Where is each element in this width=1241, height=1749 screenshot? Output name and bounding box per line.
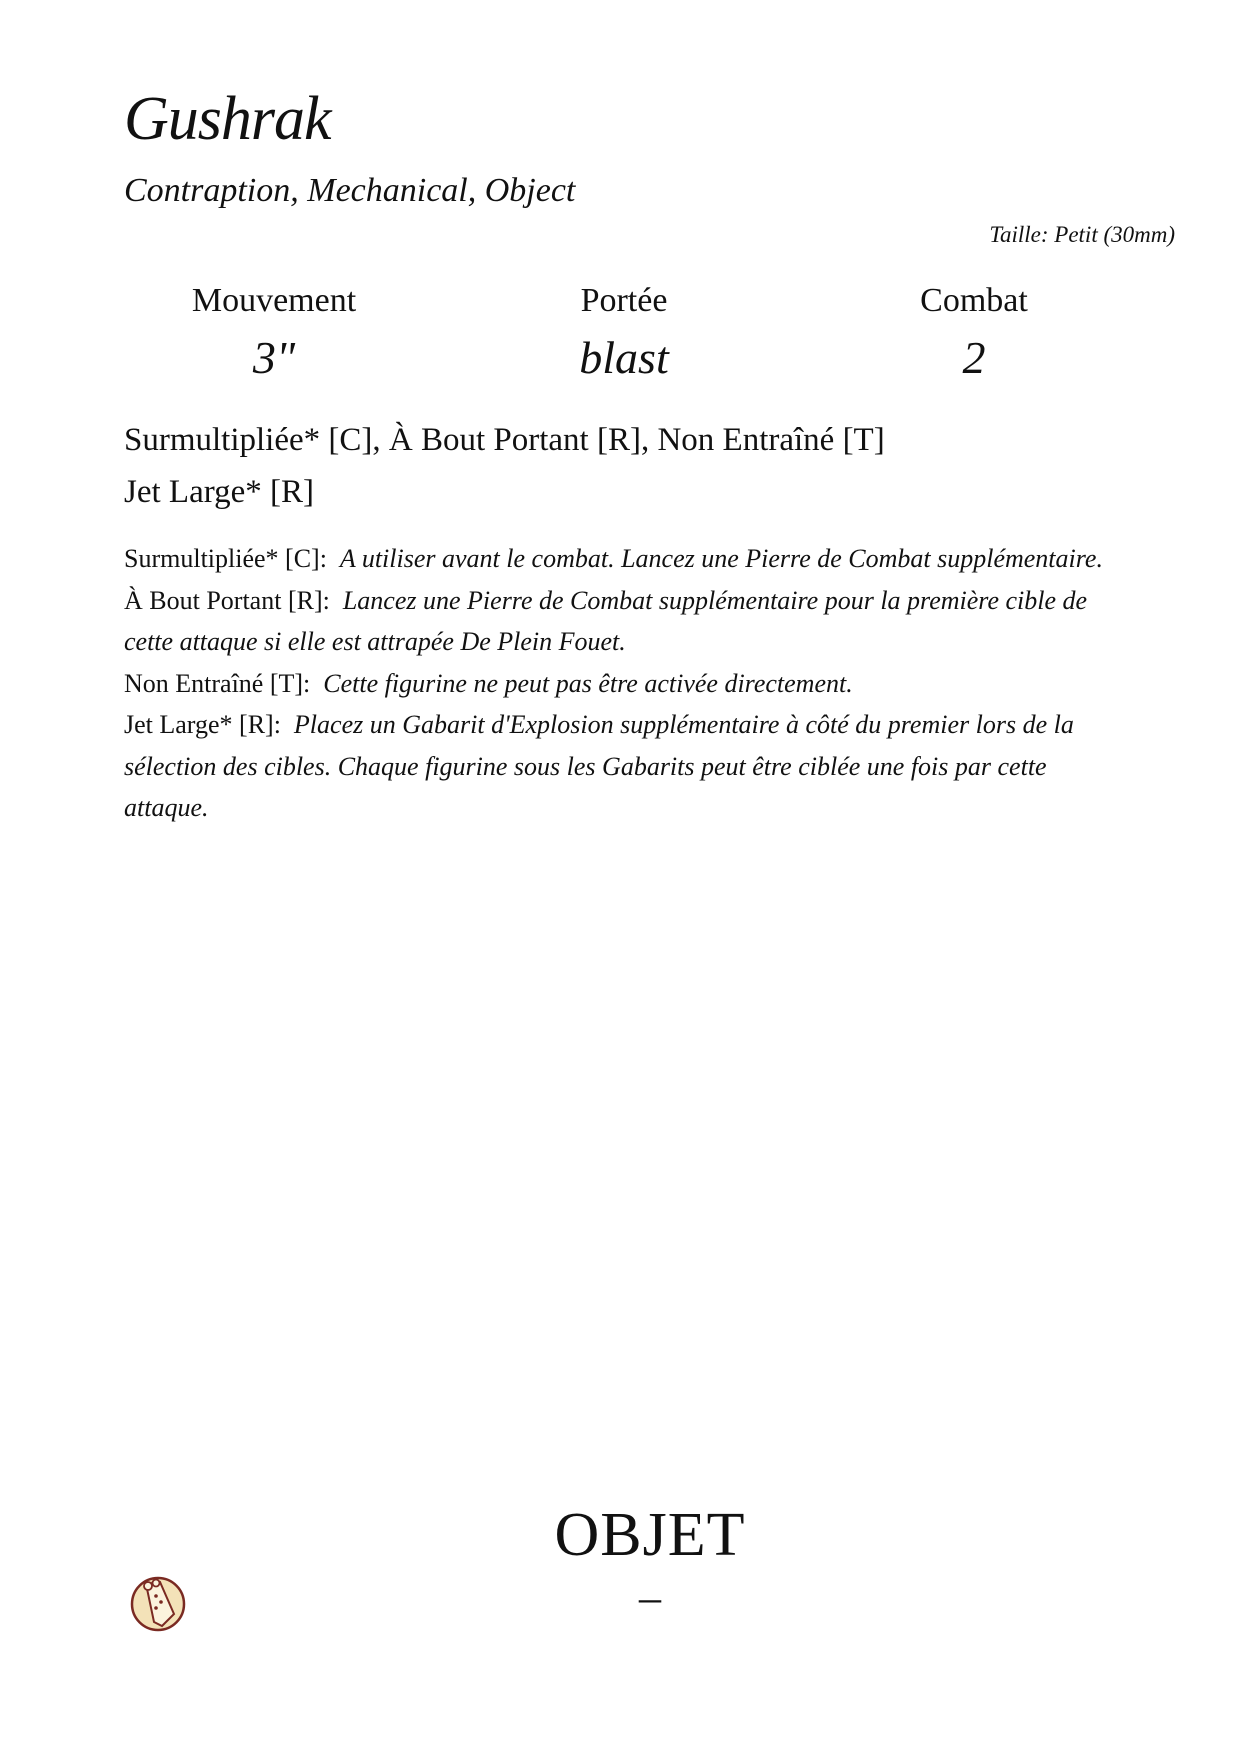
faction-scroll-icon bbox=[126, 1570, 190, 1634]
card-traits: Contraption, Mechanical, Object bbox=[124, 172, 576, 209]
ability-text: Lancez une Pierre de Combat supplémentaire pour la première cible de cette attaque si elle est attrapée De Plein Fouet. bbox=[124, 585, 1088, 656]
ability-entry bbox=[124, 580, 1104, 663]
stat-value: blast bbox=[579, 332, 669, 383]
card-type-sub: – bbox=[639, 1573, 661, 1622]
stat-combat bbox=[824, 276, 1124, 390]
stat-label: Portée bbox=[580, 282, 668, 319]
ability-text: Placez un Gabarit d'Explosion supplémentaire à côté du premier lors de la sélection des cibles. Chaque figurine sous les Gabarits peut être ciblée une fois par cette attaque. bbox=[124, 710, 1074, 822]
ability-entry bbox=[124, 704, 1104, 829]
ability-name: Surmultipliée* [C]: bbox=[124, 544, 327, 573]
card-size: Taille: Petit (30mm) bbox=[989, 222, 1175, 247]
ability-entry bbox=[124, 663, 1104, 705]
ability-name: Jet Large* [R]: bbox=[124, 710, 281, 739]
ability-descriptions bbox=[124, 538, 1104, 829]
ability-line: Surmultipliée* [C], À Bout Portant [R], Non Entraîné [T] bbox=[124, 422, 885, 458]
ability-text: Cette figurine ne peut pas être activée directement. bbox=[323, 668, 853, 698]
card-type-label: OBJET bbox=[554, 1501, 746, 1569]
ability-list bbox=[124, 414, 1124, 518]
stat-movement bbox=[124, 276, 424, 390]
stat-label: Combat bbox=[920, 282, 1028, 319]
stat-value: 3" bbox=[252, 332, 296, 383]
ability-name: À Bout Portant [R]: bbox=[124, 585, 330, 615]
ability-entry bbox=[124, 538, 1104, 580]
ability-name: Non Entraîné [T]: bbox=[124, 668, 311, 698]
ability-text: A utiliser avant le combat. Lancez une Pierre de Combat supplémentaire. bbox=[339, 544, 1103, 573]
stat-range bbox=[474, 276, 774, 390]
stats-row bbox=[124, 276, 1124, 396]
stat-label: Mouvement bbox=[191, 282, 357, 319]
ability-line: Jet Large* [R] bbox=[124, 474, 314, 510]
card-title: Gushrak bbox=[124, 85, 331, 153]
stat-value: 2 bbox=[962, 332, 986, 383]
